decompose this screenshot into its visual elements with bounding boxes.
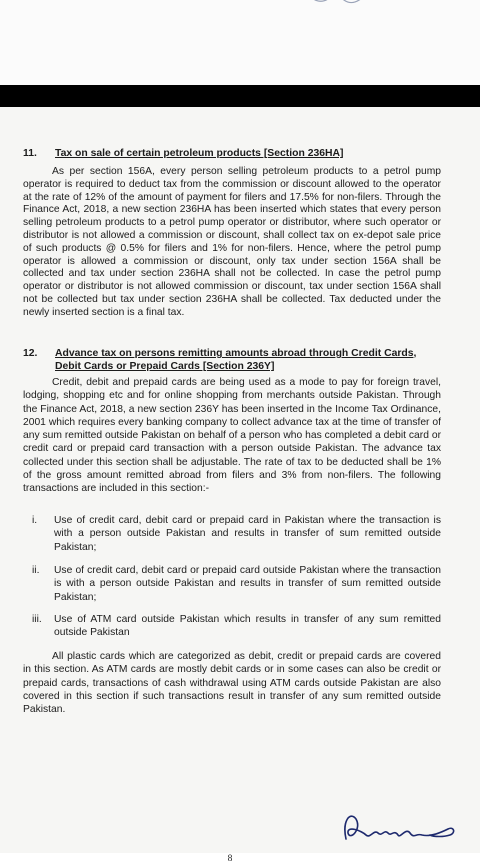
section-12-title-line2: Debit Cards or Prepaid Cards [Section 236Y] [55,361,275,373]
section-12-closing: All plastic cards which are categorized as debit, credit or prepaid cards are covered in this section. As ATM cards are mostly debit cards or in some cases can also be credit or prepaid cards, transactions of cash withdrawal using ATM cards outside Pakistan are also covered in this section if such transactions result in transfer of any sum remitted outside Pakistan. [23,651,441,716]
ink-scribble-icon [310,0,370,6]
section-11-body: As per section 156A, every person selling petroleum products to a petrol pump operator is required to deduct tax from the commission or discount allowed to the operator at the rate of 12% of the amount of payment for filers and 17.5% for non-filers. Through the Finance Act, 2018, a new section 236HA has been inserted which states that every person selling petroleum products to a petrol pump operator or distributor, where such operator or distributor is not allowed a commission or discount, shall collect tax on ex-depot sale price of such products @ 0.5% for filers and 1% for non-filers. Hence, where the petrol pump operator is allowed a commission or discount, only tax under section 156A shall be collected and tax under section 236HA shall not be collected. In case the petrol pump operator or distributor is not allowed commission or discount, tax under section 156A shall not be collected but tax under section 236HA shall be collected. Tax deducted under the newly inserted section is a final tax. [23,166,441,318]
list-item-text: Use of ATM card outside Pakistan which results in transfer of any sum remitted outside Pakistan [54,614,441,639]
list-item-marker: i. [32,515,38,526]
list-item-marker: ii. [32,565,40,576]
section-11-number: 11. [23,148,37,159]
list-item-marker: iii. [32,614,42,625]
section-12-number: 12. [23,348,38,359]
document-page [0,107,480,864]
handwritten-signature [336,807,462,853]
section-11-title: Tax on sale of certain petroleum products [Section 236HA] [55,148,344,159]
section-12-body: Credit, debit and prepaid cards are being used as a mode to pay for foreign travel, lodging, shopping etc and for online shopping from merchants outside Pakistan. Through the Finance Act, 2018, a new section 236Y has been inserted in the Income Tax Ordinance, 2001 which requires every banking company to collect advance tax at the time of transfer of any sum remitted outside Pakistan on behalf of a person who has completed a debit card or credit card or prepaid card transaction with a person outside Pakistan. The advance tax collected under this section shall be adjustable. The rate of tax to be deducted shall be 1% of the gross amount remitted abroad from filers and 3% from non-filers. The following transactions are included in this section:- [23,377,441,495]
page-number: 8 [227,854,233,864]
scan-divider-bar [0,85,480,107]
list-item-text: Use of credit card, debit card or prepaid card outside Pakistan where the transaction is with a person outside Pakistan and results in transfer of sum remitted outside Pakistan; [54,565,441,603]
previous-page-strip [0,0,480,85]
list-item-text: Use of credit card, debit card or prepaid card in Pakistan where the transaction is with a person outside Pakistan and results in transfer of sum remitted outside Pakistan; [54,515,441,553]
section-12-title-line1: Advance tax on persons remitting amounts abroad through Credit Cards, [55,348,417,359]
